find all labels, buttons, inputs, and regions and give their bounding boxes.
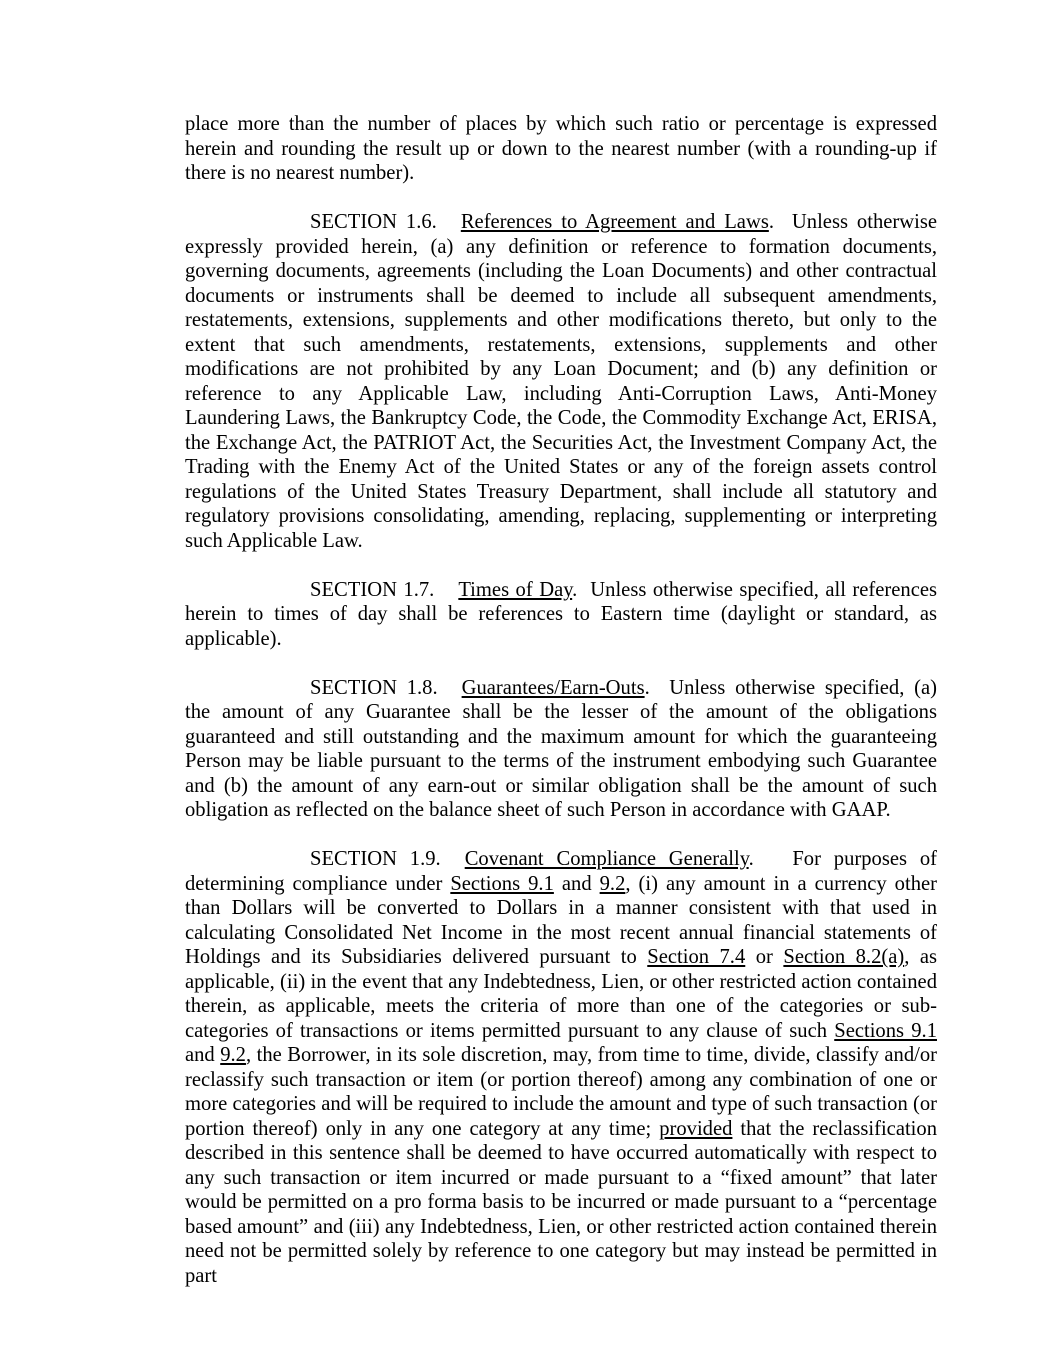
text-run: , as applicable, (ii) in the event that any Indebtedness, Lien, or other restricted action contained therein, as applicable, meets the criteria of more than one of the categories or sub-categories of transactions or items permitted pursuant to any clause of such: [185, 946, 937, 1042]
text-run: . Unless otherwise specified, (a) the amount of any Guarantee shall be the lesser of the amount of the obligations guaranteed and still outstanding and the maximum amount for which the guaranteeing Person may be liable pursuant to the terms of the instrument embodying such Guarantee and (b) the amount of any earn-out or similar obligation shall be the amount of such obligation as reflected on the balance sheet of such Person in accordance with GAAP.: [185, 676, 937, 821]
underlined-text: Guarantees/Earn-Outs: [461, 676, 645, 699]
text-run: or: [745, 946, 784, 968]
underlined-text: 9.2: [220, 1044, 246, 1066]
paragraph: [185, 676, 937, 823]
text-run: and: [553, 872, 600, 895]
underlined-text: 9.2: [599, 872, 626, 895]
text-run: SECTION 1.8.: [310, 676, 438, 699]
underlined-text: References to Agreement and Laws: [460, 211, 769, 233]
underlined-text: Section 7.4: [647, 946, 746, 968]
text-run: place more than the number of places by which such ratio or percentage is expressed herein and rounding the result up or down to the nearest number (with a rounding-up if there is no nearest number).: [185, 113, 937, 184]
text-run: . Unless otherwise expressly provided herein, (a) any definition or reference to formation documents, governing documents, agreements (including the Loan Documents) and other contractual documents or instruments shall be deemed to include all subsequent amendments, restatements, extensions, supplements and other modifications thereto, but only to the extent that such amendments, restatements, extensions, supplements and other modifications are not prohibited by any Loan Document; and (b) any definition or reference to any Applicable Law, including Anti-Corruption Laws, Anti-Money Laundering Laws, the Bankruptcy Code, the Code, the Commodity Exchange Act, ERISA, the Exchange Act, the PATRIOT Act, the Securities Act, the Investment Company Act, the Trading with the Enemy Act of the United States or any of the foreign assets control regulations of the United States Treasury Department, shall include all statutory and regulatory provisions consolidating, amending, replacing, supplementing or interpreting such Applicable Law.: [185, 211, 937, 552]
underlined-text: Covenant Compliance Generally: [464, 848, 749, 870]
text-run: . For purposes of determining compliance under: [185, 848, 937, 895]
paragraph: [185, 112, 937, 186]
underlined-text: provided: [659, 1117, 733, 1140]
underlined-text: Sections 9.1: [450, 872, 554, 895]
text-run: , the Borrower, in its sole discretion, may, from time to time, divide, classify and/or reclassify such transaction or item (or portion thereof) among any combination of one or more categories and will be required to include the amount and type of such transaction (or portion thereof) only in any one category at any time;: [185, 1044, 937, 1140]
underlined-text: Sections 9.1: [834, 1019, 937, 1042]
text-run: that the reclassification described in this sentence shall be deemed to have occurred automatically with respect to any such transaction or item incurred or made pursuant to a “fixed amount” that later would be permitted on a pro forma basis to be incurred or made pursuant to a “percentage based amount” and (iii) any Indebtedness, Lien, or other restricted action contained therein need not be permitted solely by reference to one category but may instead be permitted in part: [185, 1117, 937, 1287]
paragraph: [185, 210, 937, 553]
paragraph: [185, 847, 937, 1288]
underlined-text: Times of Day: [458, 578, 573, 601]
text-run: . Unless otherwise specified, all references herein to times of day shall be references to Eastern time (daylight or standard, as applicable).: [185, 578, 937, 650]
underlined-text: Section 8.2(a): [783, 946, 905, 968]
text-run: SECTION 1.7.: [310, 578, 435, 601]
text-run: and: [185, 1044, 221, 1066]
text-run: , (i) any amount in a currency other than Dollars will be converted to Dollars in a manner consistent with that used in calculating Consolidated Net Income in the most recent annual financial statements of Holdings and its Subsidiaries delivered pursuant to: [185, 872, 937, 968]
paragraph: [185, 578, 937, 652]
text-run: SECTION 1.6.: [310, 211, 437, 233]
text-run: SECTION 1.9.: [310, 848, 441, 870]
page-body: [185, 112, 937, 1288]
